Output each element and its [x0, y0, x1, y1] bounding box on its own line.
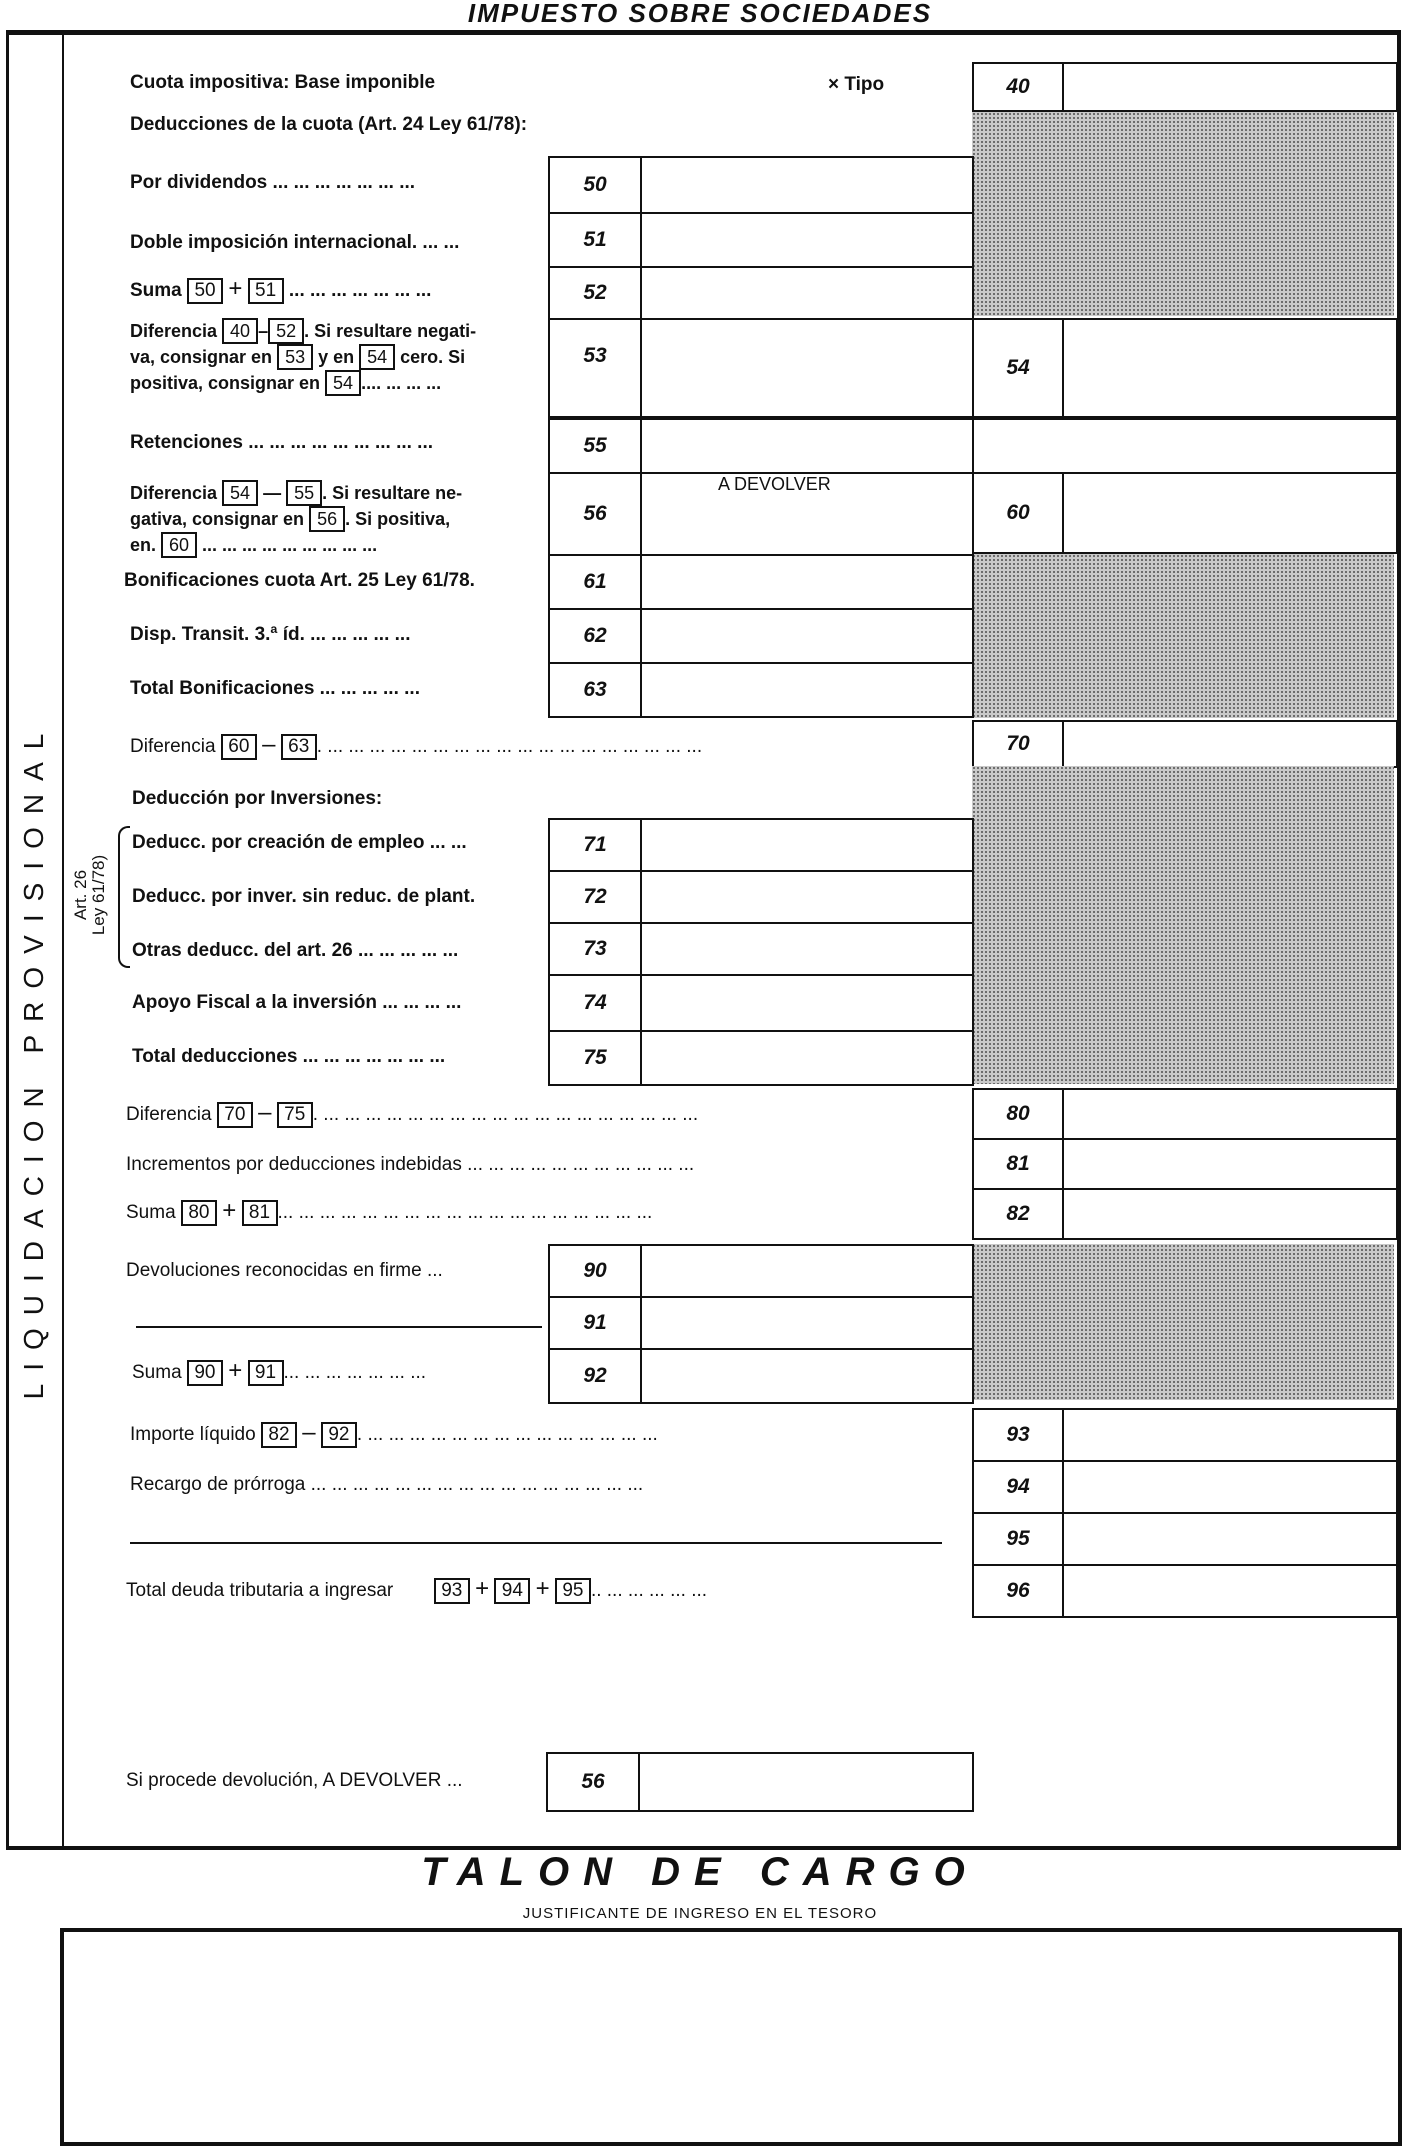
- inversiones-title: Deducción por Inversiones:: [132, 788, 383, 809]
- ref-54c: 54: [222, 480, 258, 506]
- row-55-label: Retenciones ... ... ... ... ... ... ... ... ...: [130, 432, 434, 453]
- code-72: 72: [548, 870, 642, 924]
- field-94[interactable]: [1062, 1460, 1398, 1514]
- code-92: 92: [548, 1348, 642, 1404]
- art26-label: Art. 26 Ley 61/78): [71, 854, 108, 936]
- code-62: 62: [548, 608, 642, 664]
- code-60: 60: [972, 472, 1064, 554]
- code-82: 82: [972, 1188, 1064, 1240]
- ref-63: 63: [281, 734, 317, 760]
- ref-53: 53: [277, 344, 313, 370]
- talon-box[interactable]: [60, 1928, 1402, 2146]
- field-70[interactable]: [1062, 720, 1398, 768]
- ref-75: 75: [277, 1102, 313, 1128]
- code-63: 63: [548, 662, 642, 718]
- row-62-label: Disp. Transit. 3.ª íd. ... ... ... ... ...: [130, 624, 411, 645]
- row-56-label: Diferencia 54 — 55 . Si resultare ne- gativa, consignar en 56 . Si positiva, en. 60 ... ... ... ... ... ... ... ... ...: [130, 480, 462, 558]
- ref-60: 60: [161, 532, 197, 558]
- row-82-label: Suma 80 + 81 ... ... ... ... ... ... ... ... ... ... ... ... ... ... ... ... ... ...: [126, 1197, 653, 1224]
- row-61-label: Bonificaciones cuota Art. 25 Ley 61/78.: [124, 570, 475, 591]
- row-51-label: Doble imposición internacional. ... ...: [130, 232, 460, 253]
- field-55-right: [972, 418, 1398, 474]
- ref-60b: 60: [221, 734, 257, 760]
- talon-subtitle: JUSTIFICANTE DE INGRESO EN EL TESORO: [522, 1905, 878, 1922]
- field-60[interactable]: [1062, 472, 1398, 554]
- field-80[interactable]: [1062, 1088, 1398, 1140]
- code-93: 93: [972, 1408, 1064, 1462]
- field-81[interactable]: [1062, 1138, 1398, 1190]
- ref-94: 94: [494, 1578, 530, 1604]
- field-55[interactable]: [640, 418, 974, 474]
- ref-51: 51: [248, 278, 284, 304]
- code-51: 51: [548, 212, 642, 268]
- ref-55: 55: [286, 480, 322, 506]
- shaded-area-3: [972, 766, 1394, 1084]
- row-90-label: Devoluciones reconocidas en firme ...: [126, 1260, 443, 1281]
- code-96: 96: [972, 1564, 1064, 1618]
- code-40: 40: [972, 62, 1064, 112]
- code-53: 53: [548, 318, 642, 418]
- field-82[interactable]: [1062, 1188, 1398, 1240]
- code-52: 52: [548, 266, 642, 320]
- code-56: 56: [548, 472, 642, 556]
- a-devolver-label: A DEVOLVER: [718, 474, 831, 494]
- field-50[interactable]: [640, 156, 974, 214]
- field-75[interactable]: [640, 1030, 974, 1086]
- field-54[interactable]: [1062, 318, 1398, 418]
- field-71[interactable]: [640, 818, 974, 872]
- sidebar-vertical-label: LIQUIDACION PROVISIONAL: [18, 720, 49, 1400]
- row-72-label: Deducc. por inver. sin reduc. de plant.: [132, 886, 476, 907]
- ref-91: 91: [248, 1360, 284, 1386]
- row-74-label: Apoyo Fiscal a la inversión ... ... ... ...: [132, 992, 462, 1013]
- row-71-label: Deducc. por creación de empleo ... ...: [132, 832, 467, 853]
- ref-54: 54: [359, 344, 395, 370]
- code-80: 80: [972, 1088, 1064, 1140]
- code-81: 81: [972, 1138, 1064, 1190]
- ref-90: 90: [187, 1360, 223, 1386]
- row-70-label: Diferencia 60 – 63 . ... ... ... ... ... ... ... ... ... ... ... ... ... ... ... ... ... ...: [130, 731, 703, 758]
- talon-title: TALON DE CARGO: [421, 1850, 979, 1894]
- code-90: 90: [548, 1244, 642, 1298]
- field-62[interactable]: [640, 608, 974, 664]
- field-63[interactable]: [640, 662, 974, 718]
- row-75-label: Total deducciones ... ... ... ... ... ... ...: [132, 1046, 446, 1067]
- sidebar-rule: [62, 35, 64, 1846]
- ref-82: 82: [261, 1422, 297, 1448]
- ref-54b: 54: [325, 370, 361, 396]
- row-80-label: Diferencia 70 – 75 . ... ... ... ... ... ... ... ... ... ... ... ... ... ... ... ... ... ...: [126, 1099, 699, 1126]
- row-40-label: Cuota impositiva: Base imponible: [130, 72, 436, 93]
- code-75: 75: [548, 1030, 642, 1086]
- code-73: 73: [548, 922, 642, 976]
- ref-80: 80: [181, 1200, 217, 1226]
- shaded-area-2: [972, 554, 1394, 718]
- field-40[interactable]: [1062, 62, 1398, 112]
- field-93[interactable]: [1062, 1408, 1398, 1462]
- field-72[interactable]: [640, 870, 974, 924]
- row-40-tipo: × Tipo: [828, 74, 885, 95]
- ref-52: 52: [268, 318, 304, 344]
- code-50: 50: [548, 156, 642, 214]
- row-52-label: Suma 50 + 51 ... ... ... ... ... ... ...: [130, 275, 432, 302]
- row-53-label: Diferencia 40 – 52 . Si resultare negati- va, consignar en 53 y en 54 cero. Si positiva, consignar en 54 .... ... ... ...: [130, 318, 476, 396]
- code-55: 55: [548, 418, 642, 474]
- ref-50: 50: [187, 278, 223, 304]
- ref-56: 56: [309, 506, 345, 532]
- ref-95: 95: [555, 1578, 591, 1604]
- code-71: 71: [548, 818, 642, 872]
- code-95: 95: [972, 1512, 1064, 1566]
- code-74: 74: [548, 974, 642, 1032]
- code-61: 61: [548, 554, 642, 610]
- ref-70: 70: [217, 1102, 253, 1128]
- shaded-area-4: [972, 1244, 1394, 1400]
- row-81-label: Incrementos por deducciones indebidas ... ... ... ... ... ... ... ... ... ... ...: [126, 1154, 695, 1175]
- deducciones-title: Deducciones de la cuota (Art. 24 Ley 61/78):: [130, 114, 528, 135]
- field-53[interactable]: [640, 318, 974, 418]
- code-54: 54: [972, 318, 1064, 418]
- shaded-area-1: [972, 112, 1394, 316]
- row-73-label: Otras deducc. del art. 26 ... ... ... ... ...: [132, 940, 459, 961]
- field-92[interactable]: [640, 1348, 974, 1404]
- field-74[interactable]: [640, 974, 974, 1032]
- ref-40: 40: [222, 318, 258, 344]
- field-91[interactable]: [640, 1296, 974, 1350]
- code-56-devolucion: 56: [546, 1752, 640, 1812]
- row-96-label: Total deuda tributaria a ingresar 93 + 94 + 95 .. ... ... ... ... ...: [126, 1575, 708, 1602]
- field-90[interactable]: [640, 1244, 974, 1298]
- row-92-label: Suma 90 + 91 ... ... ... ... ... ... ...: [132, 1357, 427, 1384]
- ref-93: 93: [434, 1578, 470, 1604]
- row-50-label: Por dividendos ... ... ... ... ... ... ...: [130, 172, 416, 193]
- ref-81: 81: [242, 1200, 278, 1226]
- code-94: 94: [972, 1460, 1064, 1514]
- devolucion-label: Si procede devolución, A DEVOLVER ...: [126, 1770, 463, 1791]
- field-51[interactable]: [640, 212, 974, 268]
- field-96[interactable]: [1062, 1564, 1398, 1618]
- row-95-blank-line: [130, 1542, 942, 1544]
- field-56-devolucion[interactable]: [638, 1752, 974, 1812]
- form-title: IMPUESTO SOBRE SOCIEDADES: [467, 0, 933, 28]
- row-94-label: Recargo de prórroga ... ... ... ... ... ... ... ... ... ... ... ... ... ... ... ...: [130, 1474, 644, 1495]
- field-52[interactable]: [640, 266, 974, 320]
- code-91: 91: [548, 1296, 642, 1350]
- row-63-label: Total Bonificaciones ... ... ... ... ...: [130, 678, 420, 699]
- field-95[interactable]: [1062, 1512, 1398, 1566]
- art26-brace: [118, 826, 130, 968]
- row-91-blank-line: [136, 1326, 542, 1328]
- field-73[interactable]: [640, 922, 974, 976]
- ref-92: 92: [321, 1422, 357, 1448]
- field-61[interactable]: [640, 554, 974, 610]
- code-70: 70: [972, 720, 1064, 768]
- row-93-label: Importe líquido 82 – 92 . ... ... ... ... ... ... ... ... ... ... ... ... ... ...: [130, 1419, 658, 1446]
